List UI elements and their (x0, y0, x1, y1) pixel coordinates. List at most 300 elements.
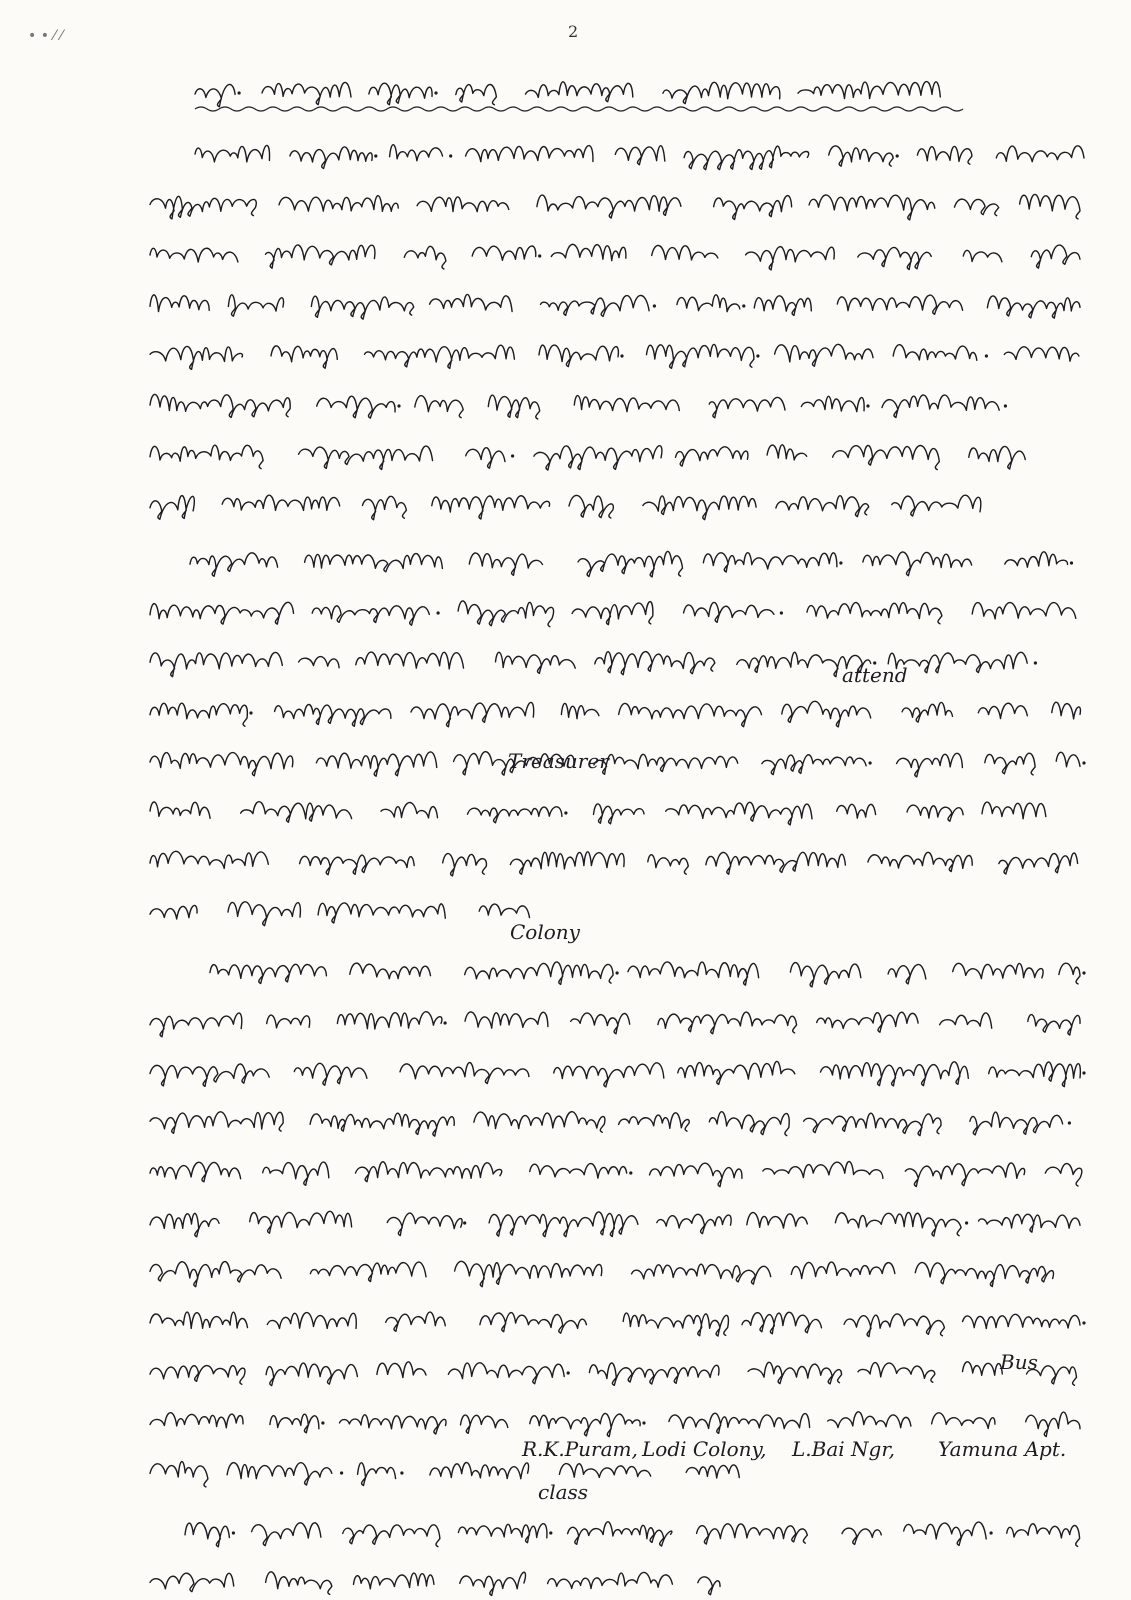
handwritten-word (574, 396, 679, 412)
body-line (210, 962, 1086, 987)
handwritten-word (263, 1162, 329, 1185)
handwritten-word (1052, 702, 1081, 719)
handwritten-word (963, 1314, 1080, 1328)
handwritten-word (999, 853, 1078, 874)
handwritten-word (350, 963, 431, 979)
punctuation-dot (564, 811, 567, 814)
punctuation-dot (400, 1471, 403, 1474)
handwritten-word (458, 1524, 547, 1543)
handwritten-word (829, 146, 894, 166)
latin-word-treasurer: Treasurer (508, 749, 609, 773)
latin-word-yamuna-apt: Yamuna Apt. (938, 1437, 1067, 1461)
handwritten-word (305, 554, 443, 572)
handwritten-word (801, 396, 864, 411)
handwritten-word (150, 802, 210, 818)
handwritten-word (1056, 752, 1080, 767)
handwritten-word (150, 851, 268, 868)
handwritten-word (594, 754, 738, 774)
handwritten-word (465, 1012, 548, 1028)
handwritten-word (488, 395, 539, 419)
body-line (150, 902, 530, 926)
handwritten-word (1028, 1015, 1080, 1035)
punctuation-dot (1082, 1321, 1085, 1324)
handwritten-word (480, 1313, 587, 1334)
handwritten-word (266, 1363, 357, 1385)
body-line (150, 194, 1080, 219)
handwritten-word (969, 446, 1026, 469)
handwritten-word (1004, 347, 1079, 361)
handwritten-word (844, 1314, 944, 1337)
handwritten-word (479, 904, 529, 918)
handwritten-word (443, 854, 487, 876)
handwritten-word (354, 1573, 434, 1589)
handwritten-word (709, 397, 785, 417)
handwritten-word (241, 802, 352, 822)
punctuation-dot (742, 304, 745, 307)
punctuation-dot (985, 354, 988, 357)
handwritten-word (356, 1162, 502, 1182)
handwritten-word (978, 703, 1027, 718)
handwritten-word (150, 346, 242, 369)
punctuation-dot (434, 91, 437, 94)
handwritten-word (652, 245, 718, 259)
handwritten-word (539, 345, 618, 366)
punctuation-dot (321, 1421, 324, 1424)
handwritten-word (742, 1312, 822, 1334)
handwritten-word (572, 602, 653, 625)
body-line (150, 851, 1078, 876)
handwritten-word (150, 1413, 243, 1428)
handwritten-word (754, 296, 811, 316)
handwritten-word (210, 964, 326, 983)
handwritten-word (615, 146, 665, 165)
punctuation-dot (437, 611, 440, 614)
handwritten-word (763, 1162, 883, 1179)
handwritten-word (821, 1062, 969, 1086)
handwritten-word (658, 1012, 797, 1034)
handwritten-word (648, 855, 689, 875)
handwritten-word (709, 1112, 789, 1136)
handwritten-word (594, 804, 645, 824)
heading-line (195, 82, 963, 111)
handwritten-word (955, 199, 999, 215)
handwritten-word (365, 345, 515, 368)
handwritten-word (647, 344, 754, 368)
handwritten-word (369, 83, 432, 105)
handwritten-word (791, 1262, 895, 1278)
handwritten-word (228, 295, 283, 316)
handwritten-word (469, 553, 542, 575)
handwritten-word (684, 146, 809, 170)
handwritten-word (677, 295, 740, 312)
punctuation-dot (629, 1171, 632, 1174)
punctuation-dot (990, 1531, 993, 1534)
handwritten-word (530, 1413, 640, 1436)
handwritten-word (150, 295, 209, 312)
handwritten-word (858, 1363, 935, 1383)
handwritten-word (904, 1522, 987, 1545)
handwritten-word (430, 1463, 529, 1479)
handwritten-word (468, 807, 562, 823)
handwritten-word (404, 246, 446, 269)
handwritten-word (262, 82, 351, 104)
body-line (150, 344, 1079, 369)
handwritten-word (837, 295, 962, 314)
handwritten-word (150, 652, 282, 676)
punctuation-dot (449, 154, 452, 157)
handwritten-word (578, 551, 683, 576)
handwritten-word (150, 1573, 234, 1591)
handwritten-word (310, 1262, 426, 1281)
handwritten-word (150, 1462, 208, 1487)
handwritten-word (982, 802, 1046, 819)
punctuation-dot (232, 1531, 235, 1534)
handwritten-word (195, 84, 235, 106)
punctuation-dot (1070, 561, 1073, 564)
body-line (150, 1211, 1080, 1237)
handwritten-word (698, 1577, 720, 1595)
handwritten-word (663, 82, 780, 103)
handwritten-word (915, 1263, 1053, 1287)
handwritten-word (541, 295, 650, 316)
handwritten-word (432, 496, 550, 519)
handwritten-word (706, 852, 846, 874)
handwritten-word (897, 753, 963, 777)
handwritten-word (804, 1113, 941, 1135)
handwritten-word (267, 1313, 356, 1329)
handwritten-word (299, 657, 340, 668)
handwritten-word (150, 1262, 281, 1287)
handwritten-word (953, 963, 1043, 978)
handwritten-word (657, 1214, 731, 1233)
handwritten-word (227, 1463, 332, 1485)
margin-marks: • • ⁄ ⁄ (28, 28, 63, 44)
handwritten-word (466, 448, 505, 468)
handwritten-word (963, 1362, 1003, 1376)
handwritten-word (150, 1112, 283, 1133)
latin-word-l-bai-ngr: L.Bai Ngr, (792, 1437, 896, 1461)
handwritten-word (828, 1412, 911, 1428)
handwritten-word (863, 552, 972, 576)
handwritten-word (415, 396, 463, 418)
punctuation-dot (249, 711, 252, 714)
handwritten-word (807, 603, 942, 624)
handwritten-word (932, 1413, 995, 1429)
handwritten-word (714, 196, 792, 220)
handwritten-word (554, 1063, 664, 1087)
latin-word-bus: Bus (1000, 1350, 1038, 1374)
handwritten-word (185, 1523, 229, 1547)
handwritten-word (150, 1213, 219, 1236)
handwritten-word (559, 1464, 650, 1478)
handwritten-word (417, 197, 509, 212)
body-line (150, 1312, 1086, 1337)
handwritten-word (888, 964, 926, 983)
body-line (150, 394, 1007, 419)
punctuation-dot (1004, 404, 1007, 407)
handwritten-word (150, 196, 256, 219)
handwritten-word (571, 1013, 630, 1034)
handwritten-word (294, 1063, 367, 1085)
body-line (150, 1462, 739, 1487)
handwritten-word (595, 652, 715, 675)
latin-word-lodi-colony: Lodi Colony, (642, 1437, 767, 1461)
handwritten-word (266, 245, 375, 268)
punctuation-dot (1068, 1121, 1071, 1124)
handwritten-word (270, 1414, 319, 1433)
handwritten-word (458, 601, 553, 627)
handwritten-word (316, 752, 436, 776)
handwritten-word (996, 146, 1084, 162)
handwritten-word (356, 652, 464, 669)
body-line (150, 1112, 1071, 1136)
handwritten-word (358, 1463, 396, 1486)
handwritten-word (1005, 552, 1068, 567)
handwritten-word (775, 344, 873, 366)
body-line (150, 1061, 1086, 1086)
handwritten-word (619, 703, 762, 726)
handwritten-word (1031, 245, 1080, 268)
handwritten-word (940, 1013, 992, 1028)
handwritten-word (510, 852, 624, 874)
punctuation-dot (869, 761, 872, 764)
handwritten-word (697, 1524, 808, 1544)
handwritten-word (837, 804, 876, 818)
punctuation-dot (780, 611, 783, 614)
handwritten-word (150, 753, 293, 776)
handwritten-word (195, 145, 270, 161)
handwritten-word (271, 346, 337, 368)
handwritten-word (299, 446, 433, 469)
handwritten-word (746, 247, 835, 270)
handwritten-word (317, 396, 395, 418)
handwritten-word (987, 296, 1080, 318)
handwritten-word (150, 496, 194, 520)
handwritten-word (461, 1415, 508, 1433)
punctuation-dot (1082, 971, 1085, 974)
handwritten-word (222, 495, 340, 510)
handwritten-word (190, 553, 278, 577)
punctuation-dot (340, 1471, 343, 1474)
handwritten-word (1007, 1524, 1080, 1547)
handwritten-word (703, 553, 837, 572)
handwritten-word (448, 1363, 564, 1384)
handwritten-word (456, 84, 497, 104)
body-line (150, 244, 1080, 270)
handwritten-word (252, 1523, 321, 1546)
punctuation-dot (896, 154, 899, 157)
handwritten-word (312, 606, 429, 625)
handwritten-word (340, 1415, 447, 1434)
handwritten-word (363, 496, 407, 519)
body-line (150, 701, 1080, 727)
handwritten-word (266, 1572, 332, 1595)
handwritten-word (150, 445, 263, 468)
handwritten-word (150, 1013, 242, 1037)
handwritten-word (150, 248, 238, 262)
handwritten-word (537, 195, 681, 218)
handwritten-word (551, 244, 626, 260)
body-line (150, 1572, 720, 1596)
handwritten-word (833, 445, 940, 469)
handwritten-word (835, 1212, 961, 1236)
punctuation-dot (1082, 1071, 1085, 1074)
punctuation-dot (444, 1021, 447, 1024)
handwritten-word (474, 1112, 605, 1133)
body-line (150, 445, 1025, 470)
handwritten-word (1026, 1412, 1080, 1436)
latin-word-colony: Colony (510, 920, 580, 944)
handwritten-word (455, 1261, 602, 1286)
body-line (185, 1522, 1080, 1547)
handwritten-word (548, 1572, 673, 1588)
handwritten-word (892, 495, 981, 516)
handwritten-word (150, 1064, 269, 1086)
handwritten-word (868, 852, 972, 871)
punctuation-dot (1082, 761, 1085, 764)
punctuation-dot (653, 304, 656, 307)
body-line (150, 1012, 1080, 1037)
punctuation-dot (238, 91, 241, 94)
handwritten-word (917, 146, 972, 164)
punctuation-dot (965, 1221, 968, 1224)
handwritten-word (684, 602, 774, 622)
handwritten-word (767, 445, 807, 460)
handwritten-word (782, 701, 871, 727)
handwritten-word (762, 755, 866, 775)
handwritten-word (228, 902, 300, 926)
handwritten-word (747, 1212, 808, 1228)
handwritten-word (632, 1264, 771, 1284)
handwritten-word (310, 1113, 454, 1136)
handwritten-word (489, 1212, 638, 1237)
handwritten-word (411, 702, 534, 726)
handwritten-word (842, 1528, 881, 1544)
handwritten-word (589, 1363, 719, 1385)
handwritten-word (893, 345, 977, 361)
handwritten-word (970, 1112, 1063, 1135)
punctuation-dot (866, 404, 869, 407)
heading-underline (195, 107, 963, 111)
punctuation-dot (374, 154, 377, 157)
handwritten-word (387, 1213, 462, 1235)
punctuation-dot (511, 454, 514, 457)
handwritten-word (902, 702, 952, 722)
handwritten-word (666, 802, 812, 825)
body-line (150, 752, 1086, 777)
handwritten-word (628, 962, 759, 985)
handwritten-word (1045, 1164, 1082, 1186)
handwritten-word (466, 146, 593, 162)
body-line (150, 1362, 1077, 1386)
punctuation-dot (397, 404, 400, 407)
handwriting-lines (150, 82, 1086, 1596)
handwritten-word (568, 1522, 672, 1546)
punctuation-dot (463, 1221, 466, 1224)
handwritten-word (250, 1211, 352, 1233)
punctuation-dot (549, 1531, 552, 1534)
body-line (150, 802, 1046, 825)
handwritten-word (623, 1313, 728, 1336)
handwritten-word (985, 753, 1035, 775)
handwritten-word (776, 496, 869, 517)
latin-word-rk-puram: R.K.Puram, (522, 1437, 638, 1461)
handwritten-word (798, 82, 940, 99)
handwritten-word (534, 446, 662, 470)
handwritten-word (150, 1366, 245, 1385)
punctuation-dot (567, 1371, 570, 1374)
handwritten-word (1020, 194, 1080, 218)
handwritten-word (150, 1162, 241, 1181)
handwritten-word (150, 602, 294, 624)
handwritten-word (686, 1465, 739, 1478)
handwritten-word (400, 1063, 529, 1084)
handwritten-word (279, 196, 398, 212)
punctuation-dot (756, 354, 759, 357)
punctuation-dot (538, 254, 541, 257)
handwritten-word (275, 705, 391, 727)
handwritten-word (809, 195, 935, 220)
handwritten-word (267, 1015, 310, 1028)
handwritten-word (496, 652, 576, 673)
punctuation-dot (616, 971, 619, 974)
handwritten-word (561, 703, 599, 718)
punctuation-dot (839, 561, 842, 564)
handwritten-word (619, 1113, 690, 1131)
handwritten-word (989, 1062, 1081, 1087)
handwritten-word (888, 652, 1027, 672)
handwritten-word (569, 495, 613, 518)
punctuation-dot (620, 354, 623, 357)
handwritten-word (979, 1214, 1081, 1232)
handwritten-word (676, 447, 748, 466)
body-line (150, 1162, 1082, 1187)
punctuation-dot (1034, 661, 1037, 664)
handwritten-word (650, 1163, 742, 1186)
body-line (150, 1412, 1080, 1437)
body-line (190, 551, 1073, 576)
handwritten-word (290, 147, 372, 169)
handwritten-word (1059, 963, 1080, 984)
handwritten-word (530, 1164, 627, 1179)
punctuation-dot (642, 1421, 645, 1424)
handwritten-word (390, 145, 443, 161)
handwritten-word (882, 395, 999, 417)
handwritten-word (430, 294, 512, 311)
handwritten-word (381, 802, 438, 817)
handwritten-word (817, 1012, 918, 1032)
handwritten-word (311, 296, 413, 319)
handwritten-word (472, 246, 536, 260)
handwritten-word (465, 962, 613, 984)
body-line (150, 1261, 1054, 1286)
handwritten-word (907, 805, 963, 821)
handwritten-word (377, 1362, 426, 1378)
handwritten-word (963, 250, 1002, 261)
body-line (150, 495, 981, 520)
handwritten-word (526, 82, 633, 102)
handwritten-word (678, 1061, 795, 1084)
handwritten-word (669, 1413, 810, 1433)
handwritten-word (460, 1572, 526, 1595)
handwritten-word (150, 1312, 248, 1328)
handwritten-word (150, 394, 290, 417)
handwritten-word (150, 905, 197, 919)
handwritten-word (300, 855, 415, 875)
latin-word-attend: attend (842, 663, 908, 687)
body-line (195, 145, 1084, 170)
handwritten-word (748, 1362, 841, 1384)
